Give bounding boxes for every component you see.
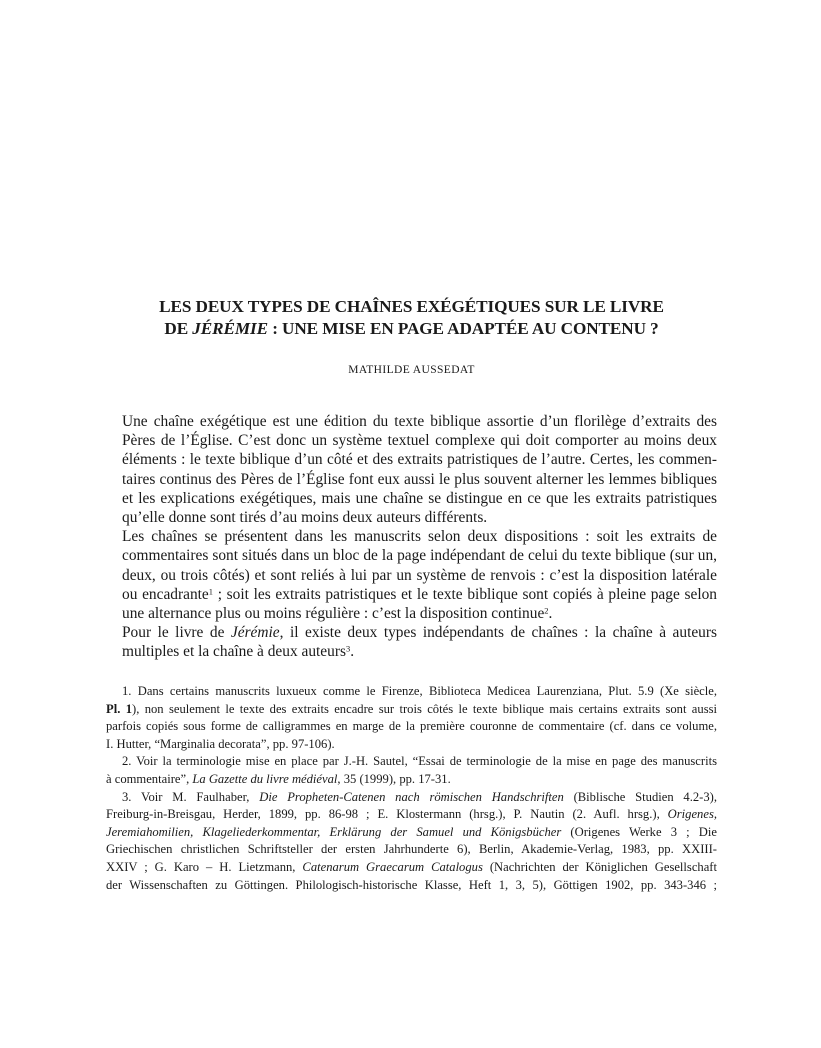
paragraph-3 (106, 623, 717, 661)
text: ), non seulement le texte des extraits encadre sur trois côtés le texte biblique mais certains extraits sont aussi (132, 701, 717, 716)
footnote-line: 2. Voir la terminologie mise en place par J.-H. Sautel, “Essai de terminologie de la mise en page des manuscrits (122, 754, 717, 769)
title-line-1: LES DEUX TYPES DE CHAÎNES EXÉGÉTIQUES SUR LE LIVRE (159, 297, 664, 316)
footnote-line: Griechischen christlichen Schriftsteller der ersten Jahrhunderte 6), Berlin, Akademie-Verlag, 1983, pp. XXIII- (106, 842, 717, 857)
footnote-line (106, 806, 717, 824)
footnotes (106, 683, 717, 894)
italic-text: Origenes, (667, 807, 717, 822)
plate-reference: Pl. 1 (106, 701, 132, 716)
article-body (106, 412, 717, 662)
paragraph-2 (106, 527, 717, 623)
title-italic-text: JÉRÉMIE (192, 319, 269, 338)
text: , il existe deux types indépendants de chaînes : la chaîne à auteurs (279, 624, 717, 642)
title-text: DE (164, 319, 193, 338)
text: (Nachrichten der Königlichen Gesellschaft (482, 859, 717, 874)
footnote-line (106, 701, 717, 719)
italic-text: Catenarum Graecarum Catalogus (302, 859, 483, 874)
body-line: éléments : le texte biblique d’un côté et des extraits patristiques de l’autre. Certes, les commen- (122, 451, 717, 469)
body-line: Une chaîne exégétique est une édition du texte biblique assortie d’un florilège d’extraits des (122, 413, 717, 430)
italic-text: Die Propheten-Catenen nach römischen Handschriften (259, 789, 564, 804)
footnote-line (106, 789, 717, 807)
body-line: deux, ou trois côtés) et sont reliés à lui par un système de renvois : c’est la disposition latérale (122, 566, 717, 584)
text: XXIV ; G. Karo – H. Lietzmann, (106, 859, 303, 874)
text: ou encadrante (122, 585, 209, 603)
footnote-line: 1. Dans certains manuscrits luxueux comme le Firenze, Biblioteca Medicea Laurenziana, Plut. 5.9 (Xe siècle, (122, 684, 717, 698)
footnote-ref-3[interactable]: 3 (345, 643, 351, 654)
text: multiples et la chaîne à deux auteurs (122, 643, 346, 661)
footnote-line: parfois copiés sous forme de calligrammes en marge de la première couronne de commentaire (cf. dans ce volume, (106, 719, 717, 734)
italic-text: La Gazette du livre médiéval (192, 771, 338, 786)
footnote-2 (106, 753, 717, 788)
text: . (548, 605, 553, 623)
italic-text: Jeremiahomilien, Klageliederkommentar, Erklärung der Samuel und Königsbücher (106, 824, 562, 839)
body-line: commentaires sont situés dans un bloc de la page indépendant de celui du texte biblique (sur un, (122, 547, 717, 565)
body-line: Pères de l’Église. C’est donc un système textuel complexe qui doit comporter au moins deux (122, 432, 717, 450)
title-line-2 (106, 318, 717, 340)
body-line: qu’elle donne sont tirés d’au moins deux auteurs différents. (122, 509, 488, 527)
body-line: taires continus des Pères de l’Église font eux aussi le plus souvent alterner les lemmes bibliques (122, 470, 717, 488)
text: Freiburg-in-Breisgau, Herder, 1899, pp. 86-98 ; E. Klostermann (hrsg.), P. Nautin (2. Aufl. hrsg.), (106, 807, 668, 822)
paragraph-1 (106, 412, 717, 527)
body-line: Les chaînes se présentent dans les manuscrits selon deux dispositions : soit les extraits de (122, 528, 717, 546)
text: Pour le livre de (122, 624, 231, 642)
footnote-line (106, 824, 717, 842)
body-line (106, 585, 717, 604)
text: . (350, 643, 355, 661)
text: ; soit les extraits patristiques et le texte biblique sont copiés à pleine page selon (212, 585, 717, 603)
text: 3. Voir M. Faulhaber, (122, 789, 260, 804)
body-line: et les explications exégétiques, mais une chaîne se distingue en ce que les extraits patristiques (122, 489, 717, 507)
footnote-1 (106, 683, 717, 753)
article-author: MATHILDE AUSSEDAT (348, 364, 475, 376)
text: (Origenes Werke 3 ; Die (561, 824, 717, 839)
text: une alternance plus ou moins régulière : c’est la disposition continue (122, 605, 545, 623)
text: , 35 (1999), pp. 17-31. (337, 771, 451, 786)
article-title (106, 296, 717, 340)
title-text: : UNE MISE EN PAGE ADAPTÉE AU CONTENU ? (268, 319, 659, 338)
footnote-ref-1[interactable]: 1 (208, 586, 213, 597)
body-line (106, 642, 717, 661)
footnote-line: der Wissenschaften zu Göttingen. Philologisch-historische Klasse, Heft 1, 3, 5), Göttigen 1902, pp. 343-346 ; (106, 877, 717, 892)
footnote-line (106, 859, 717, 877)
text: à commentaire”, (106, 771, 193, 786)
footnote-ref-2[interactable]: 2 (544, 605, 549, 616)
italic-text: Jérémie (230, 624, 280, 642)
body-line (106, 604, 717, 623)
footnote-line: I. Hutter, “Marginalia decorata”, pp. 97-106). (106, 736, 335, 751)
text: (Biblische Studien 4.2-3), (563, 789, 718, 804)
body-line (106, 623, 717, 642)
footnote-line (106, 771, 717, 789)
footnote-3 (106, 789, 717, 895)
